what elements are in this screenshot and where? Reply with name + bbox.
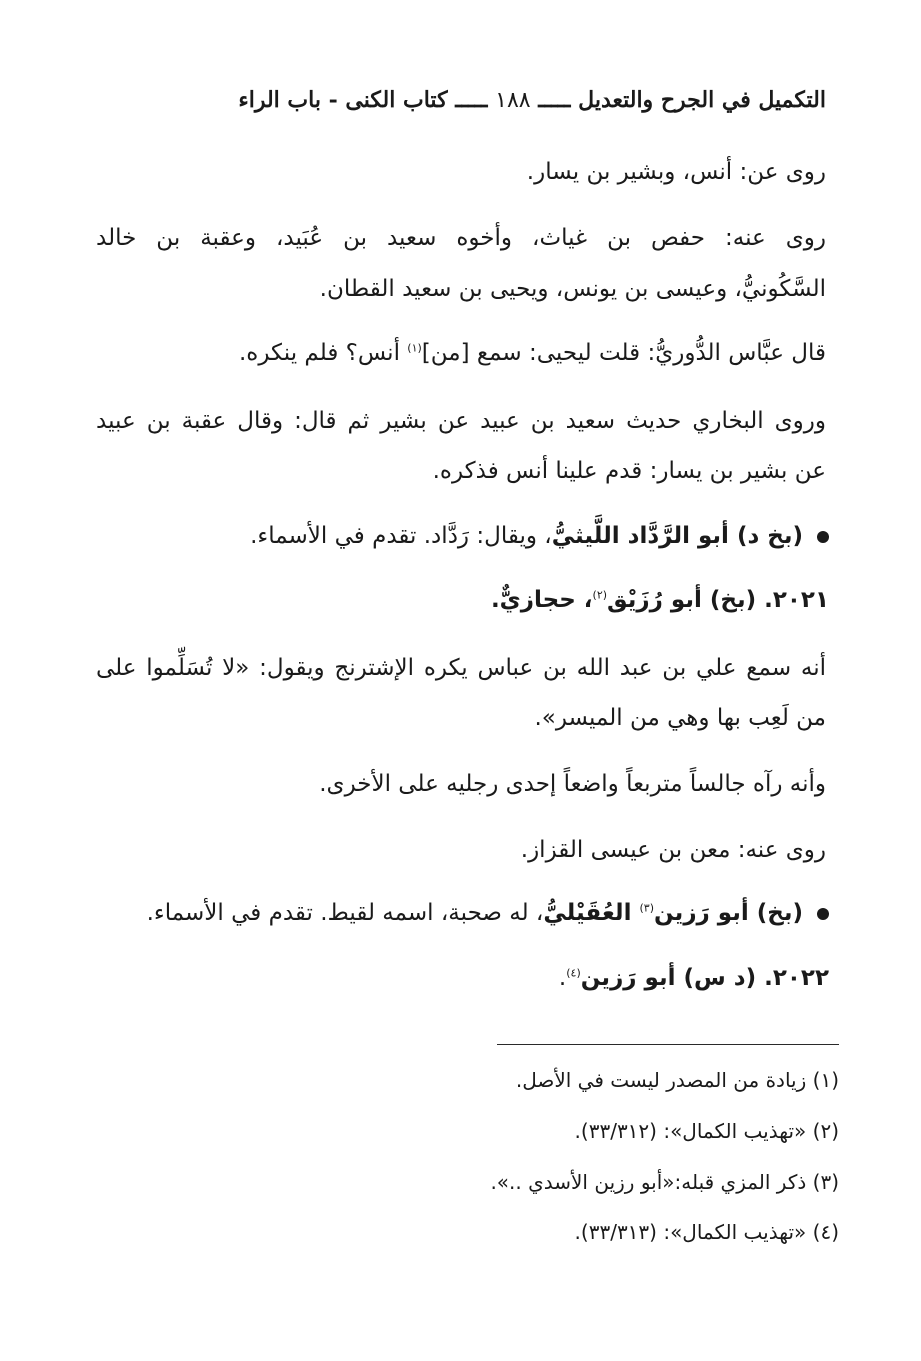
entry-end-period: . [558, 965, 567, 991]
header-separator-left: ـــــ [455, 87, 488, 113]
text-line-bukhari-1: وروى البخاري حديث سعيد بن عبيد عن بشير ثم قال: وقال عقبة بن عبيد [96, 408, 826, 434]
text-line-narrators-2: السَّكُونيُّ، وعيسى بن يونس، ويحيى بن سعيد القطان. [319, 276, 826, 302]
entry-2022 [99, 962, 829, 994]
footnote-ref-4[interactable]: (٤) [566, 966, 581, 980]
header-book-title: التكميل في الجرح والتعديل [578, 87, 826, 113]
text-line-bukhari-2: عن بشير بن يسار: قدم علينا أنس فذكره. [432, 458, 826, 484]
text-line-narrators-1: روى عنه: حفص بن غياث، وأخوه سعيد بن عُبَيد، وعقبة بن خالد [96, 225, 826, 251]
footnote-3: (٣) ذكر المزي قبله:«أبو رزين الأسدي ..». [490, 1170, 839, 1194]
text-line-sitting: وأنه رآه جالساً متربعاً واضعاً إحدى رجليه على الأخرى. [319, 771, 826, 797]
header-separator-right: ـــــ [538, 87, 571, 113]
bullet-icon [817, 908, 829, 920]
entry-number-2022: ٢٠٢٢. [764, 965, 829, 991]
entry-text-uqayli: ، له صحبة، اسمه لقيط. تقدم في الأسماء. [146, 900, 544, 926]
header-section-title: كتاب الكنى - باب الراء [238, 87, 448, 113]
footnote-4: (٤) «تهذيب الكمال»: (٣٣/٣١٣). [574, 1220, 839, 1244]
entry-abu-razin-uqayli [99, 897, 829, 929]
entry-abu-raddad [99, 520, 829, 552]
footnote-ref-2[interactable]: (٢) [592, 588, 608, 602]
entry-name-abu-razin-2: (د س) أبو رَزين [580, 965, 765, 991]
entry-name-abu-razin: (بخ) أبو رَزين [653, 900, 803, 926]
entry-name-abu-raddad: (بخ د) أبو الرَّدَّاد اللَّيثيُّ [551, 523, 803, 549]
entry-text-abu-raddad: ، ويقال: رَدَّاد. تقدم في الأسماء. [250, 523, 552, 549]
text-line-ishtranj-2: من لَعِب بها وهي من الميسر». [534, 705, 826, 731]
quote-duri-part1: قال عبَّاس الدُّوريُّ: قلت ليحيى: سمع [من] [421, 340, 826, 366]
entry-text-hijazi: ، حجازيٌّ. [490, 587, 593, 613]
entry-nisba-uqayli: العُقَيْليُّ [543, 900, 640, 926]
footnote-ref-1[interactable]: (١) [407, 341, 422, 355]
page-number: ١٨٨ [495, 88, 531, 113]
quote-duri-part2: أنس؟ فلم ينكره. [239, 340, 408, 366]
bullet-icon [817, 531, 829, 543]
footnote-2: (٢) «تهذيب الكمال»: (٣٣/٣١٢). [574, 1119, 839, 1143]
text-line-narrated-by-maan: روى عنه: معن بن عيسى القزاز. [520, 837, 826, 863]
text-line-abbas-duri [96, 337, 826, 369]
footnote-1: (١) زيادة من المصدر ليست في الأصل. [515, 1068, 839, 1092]
entry-number-2021: ٢٠٢١. [764, 587, 829, 613]
running-header [96, 84, 826, 117]
entry-name-abu-ruzayq: (بخ) أبو رُزَيْق [607, 587, 765, 613]
footnote-divider [497, 1044, 839, 1045]
entry-2021 [99, 584, 829, 616]
text-line-ishtranj-1: أنه سمع علي بن عبد الله بن عباس يكره الإشترنج ويقول: «لا تُسَلِّموا على [96, 655, 826, 681]
footnote-ref-3[interactable]: (٣) [639, 901, 654, 915]
text-line-narrated-from: روى عن: أنس، وبشير بن يسار. [526, 159, 826, 185]
